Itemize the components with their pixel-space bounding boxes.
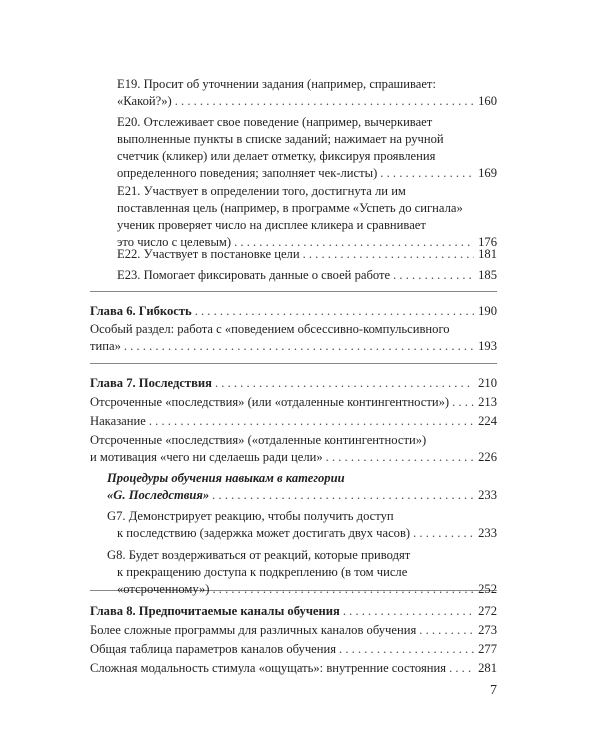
toc-entry-line: выполненные пункты в списке заданий; нажимает на ручной xyxy=(117,132,444,146)
toc-entry-title: «G. Последствия» xyxy=(107,488,210,502)
toc-page-number: 193 xyxy=(478,339,497,353)
toc-entry-e22[interactable] xyxy=(117,246,497,263)
dot-leader xyxy=(393,267,474,284)
toc-page-number: 181 xyxy=(478,247,497,261)
toc-entry-title: E23. Помогает фиксировать данные о своей работе xyxy=(117,268,391,282)
toc-page-number: 233 xyxy=(478,488,497,502)
toc-entry-e19[interactable] xyxy=(117,76,497,110)
chapter-divider xyxy=(90,291,497,292)
toc-entry-title: Глава 7. Последствия xyxy=(90,376,212,390)
dot-leader xyxy=(195,303,474,320)
dot-leader xyxy=(380,165,474,182)
toc-page-number: 281 xyxy=(478,661,497,675)
dot-leader xyxy=(413,525,474,542)
toc-entry-title: к последствию (задержка может достигать двух часов) xyxy=(117,526,411,540)
toc-entry-line: E21. Участвует в определении того, достигнута ли им xyxy=(117,184,406,198)
toc-entry-e23[interactable] xyxy=(117,267,497,284)
toc-page-number: 272 xyxy=(478,604,497,618)
toc-entry-title: E22. Участвует в постановке цели xyxy=(117,247,300,261)
dot-leader xyxy=(326,449,474,466)
toc-entry-ch6[interactable] xyxy=(90,303,497,320)
toc-entry-title: Глава 6. Гибкость xyxy=(90,304,192,318)
toc-entry-line: счетчик (кликер) или делает отметку, фиксируя проявления xyxy=(117,149,436,163)
toc-entry-title: «Какой?») xyxy=(117,94,172,108)
toc-page-number: 210 xyxy=(478,376,497,390)
toc-entry-line: E19. Просит об уточнении задания (например, спрашивает: xyxy=(117,77,436,91)
toc-page-number: 273 xyxy=(478,623,497,637)
toc-entry-title: и мотивация «чего ни сделаешь ради цели» xyxy=(90,450,323,464)
dot-leader xyxy=(449,660,474,677)
toc-entry-title: Наказание xyxy=(90,414,146,428)
toc-entry-line: ученик проверяет число на дисплее кликера и сравнивает xyxy=(117,218,426,232)
toc-page-number: 169 xyxy=(478,166,497,180)
toc-page-number: 185 xyxy=(478,268,497,282)
toc-entry-g8[interactable] xyxy=(107,547,497,598)
dot-leader xyxy=(175,93,474,110)
toc-entry-line: Процедуры обучения навыкам в категории xyxy=(107,471,345,485)
dot-leader xyxy=(149,413,474,430)
toc-entry-ch8[interactable] xyxy=(90,603,497,620)
dot-leader xyxy=(303,246,474,263)
toc-entry-title: «отсроченному») xyxy=(117,582,210,596)
toc-entry-line: E20. Отслеживает свое поведение (например, вычеркивает xyxy=(117,115,433,129)
toc-page-number: 226 xyxy=(478,450,497,464)
toc-page-number: 160 xyxy=(478,94,497,108)
dot-leader xyxy=(339,641,474,658)
toc-page-number: 190 xyxy=(478,304,497,318)
dot-leader xyxy=(343,603,474,620)
toc-page-number: 252 xyxy=(478,582,497,596)
toc-entry-title: Глава 8. Предпочитаемые каналы обучения xyxy=(90,604,340,618)
toc-entry-e20[interactable] xyxy=(117,114,497,182)
toc-entry-title: Отсроченные «последствия» (или «отдаленные контингентности») xyxy=(90,395,450,409)
toc-entry-title: это число с целевым) xyxy=(117,235,232,249)
toc-entry-e21[interactable] xyxy=(117,183,497,251)
toc-entry-ocd[interactable] xyxy=(90,321,497,355)
dot-leader xyxy=(419,622,474,639)
toc-entry-table[interactable] xyxy=(90,641,497,658)
toc-entry-title: Более сложные программы для различных каналов обучения xyxy=(90,623,417,637)
toc-entry-ch7[interactable] xyxy=(90,375,497,392)
toc-entry-g7[interactable] xyxy=(107,508,497,542)
toc-entry-punishment[interactable] xyxy=(90,413,497,430)
toc-page-number: 277 xyxy=(478,642,497,656)
toc-entry-line: Особый раздел: работа с «поведением обсессивно-компульсивного xyxy=(90,322,450,336)
toc-entry-title: Общая таблица параметров каналов обучения xyxy=(90,642,337,656)
toc-entry-line: поставленная цель (например, в программе «Успеть до сигнала» xyxy=(117,201,463,215)
toc-entry-title: Сложная модальность стимула «ощущать»: внутренние состояния xyxy=(90,661,447,675)
dot-leader xyxy=(452,394,474,411)
toc-entry-modality[interactable] xyxy=(90,660,497,677)
page-number: 7 xyxy=(490,683,497,698)
toc-entry-line: G7. Демонстрирует реакцию, чтобы получить доступ xyxy=(107,509,394,523)
dot-leader xyxy=(124,338,474,355)
toc-entry-deferred[interactable] xyxy=(90,394,497,411)
toc-entry-motivation[interactable] xyxy=(90,432,497,466)
toc-page-number: 233 xyxy=(478,526,497,540)
toc-entry-line: G8. Будет воздерживаться от реакций, которые приводят xyxy=(107,548,411,562)
toc-entry-line: Отсроченные «последствия» («отдаленные контингентности») xyxy=(90,433,427,447)
toc-entry-complex[interactable] xyxy=(90,622,497,639)
toc-entry-procG[interactable] xyxy=(107,470,497,504)
toc-page-number: 176 xyxy=(478,235,497,249)
toc-entry-title: определенного поведения; заполняет чек-листы) xyxy=(117,166,378,180)
toc-page-number: 224 xyxy=(478,414,497,428)
toc-entry-line: к прекращению доступа к подкреплению (в том числе xyxy=(117,565,408,579)
toc-entry-title: типа» xyxy=(90,339,121,353)
toc-page-number: 213 xyxy=(478,395,497,409)
chapter-divider xyxy=(90,363,497,364)
dot-leader xyxy=(212,487,474,504)
dot-leader xyxy=(212,581,474,598)
dot-leader xyxy=(215,375,474,392)
